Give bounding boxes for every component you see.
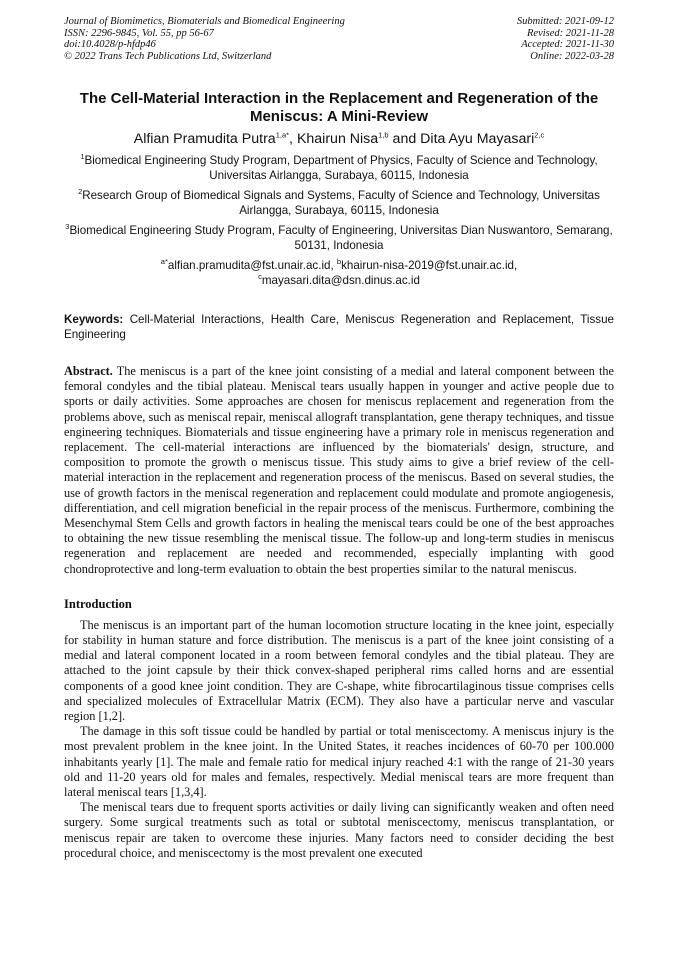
affiliation-marker: 1	[80, 152, 85, 162]
affiliation-marker: 2	[78, 187, 83, 197]
journal-copyright: © 2022 Trans Tech Publications Ltd, Switzerland	[64, 50, 272, 62]
affiliation-text: Research Group of Biomedical Signals and Systems, Faculty of Science and Technology, Universitas Airlangga, Surabaya, 60115, Indonesia	[82, 189, 600, 217]
email-marker: c	[258, 271, 262, 281]
author-separator: and	[388, 131, 421, 147]
section-heading-introduction: Introduction	[64, 596, 132, 611]
paragraph: The meniscal tears due to frequent sports activities or daily living can significantly weaken and often need surgery. Some surgical treatments such as total or subtotal meniscectomy, meniscus transplantation, or meniscus repair are taken to overcome these injuries. Many factors need to consider deciding the best procedural choice, and meniscectomy is the most prevalent one executed	[64, 800, 614, 860]
email-marker: a*	[160, 257, 168, 267]
journal-issn: ISSN: 2296-9845, Vol. 55, pp 56-67	[64, 27, 214, 39]
submission-dates	[517, 16, 614, 62]
keywords-label: Keywords:	[64, 313, 124, 326]
date-submitted: Submitted: 2021-09-12	[516, 16, 614, 27]
introduction-body	[64, 618, 614, 861]
paragraph: The damage in this soft tissue could be handled by partial or total meniscectomy. A meniscus injury is the most prevalent problem in the knee joint. In the United States, it reaches incidences of 60-70 per 100.000 inhabitants yearly [1]. The male and female ratio for medical injury reached 4:1 with the range of 21-30 years old and 11-20 years old for males and females, respectively. Medial meniscal tears are more frequent than lateral meniscal tears [1,3,4].	[64, 724, 614, 800]
paper-title: The Cell-Material Interaction in the Replacement and Regeneration of the Meniscus: A Mini-Review	[79, 90, 599, 125]
author-affiliation-marker: 1,b	[378, 130, 389, 140]
author-name: Khairun Nisa	[296, 131, 379, 147]
author-separator: ,	[289, 131, 297, 147]
affiliation	[64, 224, 614, 253]
abstract-label: Abstract.	[64, 364, 113, 378]
author-emails	[64, 259, 614, 288]
author-affiliation-marker: 2,c	[534, 130, 545, 140]
journal-doi: doi:10.4028/p-hfdp46	[64, 39, 156, 50]
author-name: Alfian Pramudita Putra	[133, 131, 276, 147]
author-list	[64, 130, 614, 148]
journal-info	[64, 16, 345, 62]
email-marker: b	[336, 257, 342, 267]
keywords-text: Cell-Material Interactions, Health Care, Meniscus Regeneration and Replacement, Tissue Engineering	[64, 313, 614, 341]
keywords	[64, 312, 614, 342]
affiliation	[64, 189, 614, 218]
paper-page	[64, 16, 614, 861]
author-affiliation-marker: 1,a*	[275, 130, 290, 140]
affiliation-marker: 3	[65, 222, 70, 232]
journal-header	[64, 16, 614, 62]
date-accepted: Accepted: 2021-11-30	[521, 39, 614, 50]
date-online: Online: 2022-03-28	[530, 50, 614, 62]
email-link[interactable]: alfian.pramudita@fst.unair.ac.id,	[167, 259, 337, 272]
paragraph: The meniscus is an important part of the human locomotion structure locating in the knee joint, especially for stability in human stature and force distribution. The meniscus is a part of the knee joint consisting of a medial and lateral component located in a room between femoral condyles and the tibial plateau. They are attached to the joint capsule by their thick convex-shaped peripheral rims called horns and are essential components of a good knee joint condition. They are C-shape, white fibrocartilaginous tissue comprises cells and specialized molecules of Extracellular Matrix (ECM). They also have a particular nerve and vascular region [1,2].	[64, 617, 614, 724]
affiliation-text: Biomedical Engineering Study Program, Department of Physics, Faculty of Science and Technology, Universitas Airlangga, Surabaya, 60115, Indonesia	[84, 154, 598, 182]
email-link[interactable]: khairun-nisa-2019@fst.unair.ac.id,	[341, 259, 518, 272]
author-name: Dita Ayu Mayasari	[420, 131, 535, 147]
affiliation-text: Biomedical Engineering Study Program, Faculty of Engineering, Universitas Dian Nuswantoro, Semarang, 50131, Indonesia	[69, 224, 613, 252]
abstract-text: The meniscus is a part of the knee joint consisting of a medial and lateral component between the femoral condyles and the tibial plateau. Meniscal tears usually happen in younger and active people due to sports or daily activities. Some approaches are chosen for meniscus replacement and regeneration from the problems above, such as meniscal repair, meniscal allograft transplantation, gene therapy techniques, and tissue engineering techniques. Biomaterials and tissue engineering have a primary role in meniscus regeneration and replacement. The cell-material interactions are influenced by the biomaterials' design, structure, and composition to promote the growth o meniscus tissue. This study aims to give a brief review of the cell-material interaction in the replacement and regeneration process of the meniscus. Based on several studies, the use of growth factors in the meniscal regeneration and replacement could modulate and promote angiogenesis, differentiation, and cell migration beneficial in the repair process of the meniscus. Furthermore, combining the Mesenchymal Stem Cells and growth factors in healing the meniscal tears could be one of the best approaches to obtaining the new tissue resembling the meniscal tissue. The follow-up and long-term studies in meniscus regeneration and replacement are needed and recommended, especially implanting with good chondroprotective and long-term evaluation to obtain the best properties similar to the natural meniscus.	[64, 364, 614, 576]
abstract	[64, 364, 614, 577]
date-revised: Revised: 2021-11-28	[527, 27, 614, 39]
email-link[interactable]: mayasari.dita@dsn.dinus.ac.id	[261, 273, 420, 287]
journal-name: Journal of Biomimetics, Biomaterials and Biomedical Engineering	[64, 16, 345, 27]
affiliation	[64, 154, 614, 183]
